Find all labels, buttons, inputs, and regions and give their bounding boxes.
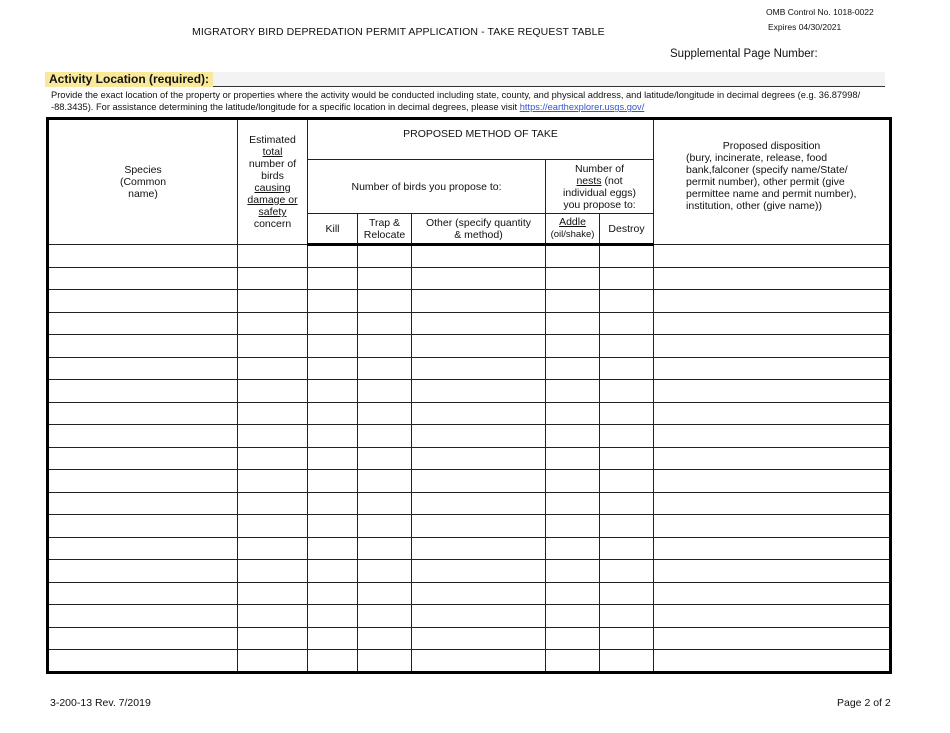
estimated-cell[interactable] <box>238 402 308 425</box>
disposition-cell[interactable] <box>654 245 891 268</box>
trap-cell[interactable] <box>358 537 412 560</box>
species-cell[interactable] <box>48 605 238 628</box>
species-cell[interactable] <box>48 447 238 470</box>
disposition-cell[interactable] <box>654 267 891 290</box>
estimated-cell[interactable] <box>238 515 308 538</box>
other-cell[interactable] <box>412 492 546 515</box>
destroy-cell[interactable] <box>600 447 654 470</box>
addle-cell[interactable] <box>546 515 600 538</box>
destroy-cell[interactable] <box>600 537 654 560</box>
disposition-cell[interactable] <box>654 380 891 403</box>
trap-cell[interactable] <box>358 492 412 515</box>
addle-cell[interactable] <box>546 380 600 403</box>
other-cell[interactable] <box>412 605 546 628</box>
addle-cell[interactable] <box>546 650 600 673</box>
destroy-cell[interactable] <box>600 582 654 605</box>
other-cell[interactable] <box>412 650 546 673</box>
kill-cell[interactable] <box>308 290 358 313</box>
species-cell[interactable] <box>48 515 238 538</box>
kill-cell[interactable] <box>308 605 358 628</box>
trap-cell[interactable] <box>358 267 412 290</box>
species-cell[interactable] <box>48 290 238 313</box>
form-number: 3-200-13 Rev. 7/2019 <box>50 697 151 709</box>
species-cell[interactable] <box>48 582 238 605</box>
other-cell[interactable] <box>412 582 546 605</box>
other-cell[interactable] <box>412 312 546 335</box>
table-row <box>48 560 891 583</box>
species-cell[interactable] <box>48 537 238 560</box>
estimated-total-header: Estimated total number of birds causing damage or safety concern <box>238 119 308 245</box>
other-cell[interactable] <box>412 537 546 560</box>
trap-cell[interactable] <box>358 582 412 605</box>
addle-cell[interactable] <box>546 470 600 493</box>
destroy-cell[interactable] <box>600 335 654 358</box>
table-row <box>48 402 891 425</box>
addle-cell[interactable] <box>546 605 600 628</box>
destroy-cell[interactable] <box>600 312 654 335</box>
trap-cell[interactable] <box>358 245 412 268</box>
other-cell[interactable] <box>412 560 546 583</box>
trap-cell[interactable] <box>358 402 412 425</box>
estimated-cell[interactable] <box>238 290 308 313</box>
nests-propose-header: Number of nests (not individual eggs) you propose to: <box>546 160 654 214</box>
kill-cell[interactable] <box>308 470 358 493</box>
table-row <box>48 582 891 605</box>
species-cell[interactable] <box>48 560 238 583</box>
estimated-cell[interactable] <box>238 470 308 493</box>
table-row <box>48 515 891 538</box>
other-cell[interactable] <box>412 515 546 538</box>
species-cell[interactable] <box>48 425 238 448</box>
trap-cell[interactable] <box>358 627 412 650</box>
table-row <box>48 267 891 290</box>
destroy-cell[interactable] <box>600 492 654 515</box>
estimated-cell[interactable] <box>238 312 308 335</box>
trap-cell[interactable] <box>358 380 412 403</box>
kill-cell[interactable] <box>308 447 358 470</box>
kill-cell[interactable] <box>308 267 358 290</box>
table-row <box>48 357 891 380</box>
addle-cell[interactable] <box>546 560 600 583</box>
species-cell[interactable] <box>48 312 238 335</box>
kill-cell[interactable] <box>308 650 358 673</box>
trap-cell[interactable] <box>358 605 412 628</box>
disposition-cell[interactable] <box>654 335 891 358</box>
other-cell[interactable] <box>412 335 546 358</box>
disposition-cell[interactable] <box>654 515 891 538</box>
addle-cell[interactable] <box>546 290 600 313</box>
destroy-cell[interactable] <box>600 245 654 268</box>
addle-cell[interactable] <box>546 335 600 358</box>
addle-cell[interactable] <box>546 537 600 560</box>
disposition-cell[interactable] <box>654 650 891 673</box>
species-cell[interactable] <box>48 380 238 403</box>
activity-location-label: Activity Location (required): <box>45 72 213 87</box>
other-cell[interactable] <box>412 627 546 650</box>
destroy-cell[interactable] <box>600 290 654 313</box>
other-cell[interactable] <box>412 470 546 493</box>
other-cell[interactable] <box>412 267 546 290</box>
table-row <box>48 447 891 470</box>
species-cell[interactable] <box>48 245 238 268</box>
supplemental-page-label: Supplemental Page Number: <box>670 48 818 60</box>
destroy-cell[interactable] <box>600 560 654 583</box>
other-cell[interactable] <box>412 380 546 403</box>
addle-header: Addle (oil/shake) <box>546 214 600 245</box>
estimated-cell[interactable] <box>238 627 308 650</box>
destroy-cell[interactable] <box>600 267 654 290</box>
addle-cell[interactable] <box>546 582 600 605</box>
expiration-date: Expires 04/30/2021 <box>768 22 842 32</box>
estimated-cell[interactable] <box>238 605 308 628</box>
instructions-text: Provide the exact location of the property or properties where the activity would be conducted including state, county, and physical address, and latitude/longitude in decimal degrees (e.g. 36.87998/ -88.3435). For assistance determining the latitude/longitude for a specific location in decimal degrees, please visit <box>51 90 861 112</box>
destroy-cell[interactable] <box>600 380 654 403</box>
kill-cell[interactable] <box>308 537 358 560</box>
table-row <box>48 312 891 335</box>
activity-location-field[interactable] <box>213 72 885 86</box>
species-cell[interactable] <box>48 402 238 425</box>
disposition-cell[interactable] <box>654 492 891 515</box>
table-row <box>48 335 891 358</box>
destroy-cell[interactable] <box>600 425 654 448</box>
estimated-cell[interactable] <box>238 380 308 403</box>
omb-control-number: OMB Control No. 1018-0022 <box>766 7 874 17</box>
kill-cell[interactable] <box>308 312 358 335</box>
species-header: Species (Common name) <box>48 119 238 245</box>
kill-cell[interactable] <box>308 335 358 358</box>
page-number: Page 2 of 2 <box>837 697 891 709</box>
birds-propose-header: Number of birds you propose to: <box>308 160 546 214</box>
trap-cell[interactable] <box>358 425 412 448</box>
estimated-cell[interactable] <box>238 582 308 605</box>
table-row <box>48 470 891 493</box>
other-cell[interactable] <box>412 425 546 448</box>
kill-cell[interactable] <box>308 425 358 448</box>
trap-cell[interactable] <box>358 290 412 313</box>
form-title: MIGRATORY BIRD DEPREDATION PERMIT APPLICATION - TAKE REQUEST TABLE <box>192 26 605 38</box>
other-cell[interactable] <box>412 402 546 425</box>
destroy-cell[interactable] <box>600 605 654 628</box>
disposition-cell[interactable] <box>654 582 891 605</box>
location-instructions <box>51 89 889 113</box>
addle-cell[interactable] <box>546 447 600 470</box>
estimated-cell[interactable] <box>238 245 308 268</box>
other-method-header: Other (specify quantity & method) <box>412 214 546 245</box>
destroy-cell[interactable] <box>600 650 654 673</box>
kill-cell[interactable] <box>308 245 358 268</box>
disposition-cell[interactable] <box>654 560 891 583</box>
kill-cell[interactable] <box>308 515 358 538</box>
trap-cell[interactable] <box>358 447 412 470</box>
trap-cell[interactable] <box>358 357 412 380</box>
trap-cell[interactable] <box>358 312 412 335</box>
addle-cell[interactable] <box>546 245 600 268</box>
kill-cell[interactable] <box>308 380 358 403</box>
estimated-cell[interactable] <box>238 537 308 560</box>
trap-relocate-header: Trap & Relocate <box>358 214 412 245</box>
trap-cell[interactable] <box>358 335 412 358</box>
kill-cell[interactable] <box>308 357 358 380</box>
disposition-cell[interactable] <box>654 605 891 628</box>
table-row <box>48 627 891 650</box>
species-cell[interactable] <box>48 627 238 650</box>
table-row <box>48 380 891 403</box>
other-cell[interactable] <box>412 357 546 380</box>
estimated-cell[interactable] <box>238 357 308 380</box>
disposition-cell[interactable] <box>654 627 891 650</box>
estimated-cell[interactable] <box>238 650 308 673</box>
trap-cell[interactable] <box>358 650 412 673</box>
destroy-cell[interactable] <box>600 627 654 650</box>
disposition-header: Proposed disposition (bury, incinerate, release, food bank,falconer (specify name/State/ permit number), other permit (give permittee name and permit number), institution, other (give name)) <box>654 119 891 245</box>
table-row <box>48 425 891 448</box>
estimated-cell[interactable] <box>238 492 308 515</box>
addle-cell[interactable] <box>546 627 600 650</box>
destroy-cell[interactable] <box>600 470 654 493</box>
table-row <box>48 290 891 313</box>
disposition-cell[interactable] <box>654 537 891 560</box>
species-cell[interactable] <box>48 650 238 673</box>
estimated-cell[interactable] <box>238 425 308 448</box>
table-row <box>48 245 891 268</box>
addle-cell[interactable] <box>546 267 600 290</box>
trap-cell[interactable] <box>358 560 412 583</box>
disposition-cell[interactable] <box>654 447 891 470</box>
other-cell[interactable] <box>412 245 546 268</box>
activity-location-row <box>45 72 885 87</box>
addle-cell[interactable] <box>546 357 600 380</box>
addle-cell[interactable] <box>546 402 600 425</box>
estimated-cell[interactable] <box>238 560 308 583</box>
destroy-cell[interactable] <box>600 515 654 538</box>
species-cell[interactable] <box>48 335 238 358</box>
disposition-cell[interactable] <box>654 470 891 493</box>
species-cell[interactable] <box>48 492 238 515</box>
other-cell[interactable] <box>412 290 546 313</box>
kill-cell[interactable] <box>308 582 358 605</box>
disposition-cell[interactable] <box>654 312 891 335</box>
estimated-cell[interactable] <box>238 447 308 470</box>
species-cell[interactable] <box>48 357 238 380</box>
disposition-cell[interactable] <box>654 425 891 448</box>
addle-cell[interactable] <box>546 312 600 335</box>
table-row <box>48 537 891 560</box>
trap-cell[interactable] <box>358 470 412 493</box>
kill-header: Kill <box>308 214 358 245</box>
disposition-cell[interactable] <box>654 402 891 425</box>
take-request-table <box>46 117 892 674</box>
take-rows <box>48 245 891 673</box>
species-cell[interactable] <box>48 470 238 493</box>
table-row <box>48 492 891 515</box>
species-cell[interactable] <box>48 267 238 290</box>
kill-cell[interactable] <box>308 492 358 515</box>
estimated-cell[interactable] <box>238 267 308 290</box>
kill-cell[interactable] <box>308 627 358 650</box>
earthexplorer-link[interactable]: https://earthexplorer.usgs.gov/ <box>519 102 645 112</box>
disposition-cell[interactable] <box>654 357 891 380</box>
trap-cell[interactable] <box>358 515 412 538</box>
destroy-cell[interactable] <box>600 357 654 380</box>
kill-cell[interactable] <box>308 402 358 425</box>
destroy-header: Destroy <box>600 214 654 245</box>
addle-cell[interactable] <box>546 492 600 515</box>
destroy-cell[interactable] <box>600 402 654 425</box>
disposition-cell[interactable] <box>654 290 891 313</box>
proposed-method-header: PROPOSED METHOD OF TAKE <box>308 119 654 160</box>
addle-cell[interactable] <box>546 425 600 448</box>
kill-cell[interactable] <box>308 560 358 583</box>
other-cell[interactable] <box>412 447 546 470</box>
table-row <box>48 605 891 628</box>
table-row <box>48 650 891 673</box>
estimated-cell[interactable] <box>238 335 308 358</box>
